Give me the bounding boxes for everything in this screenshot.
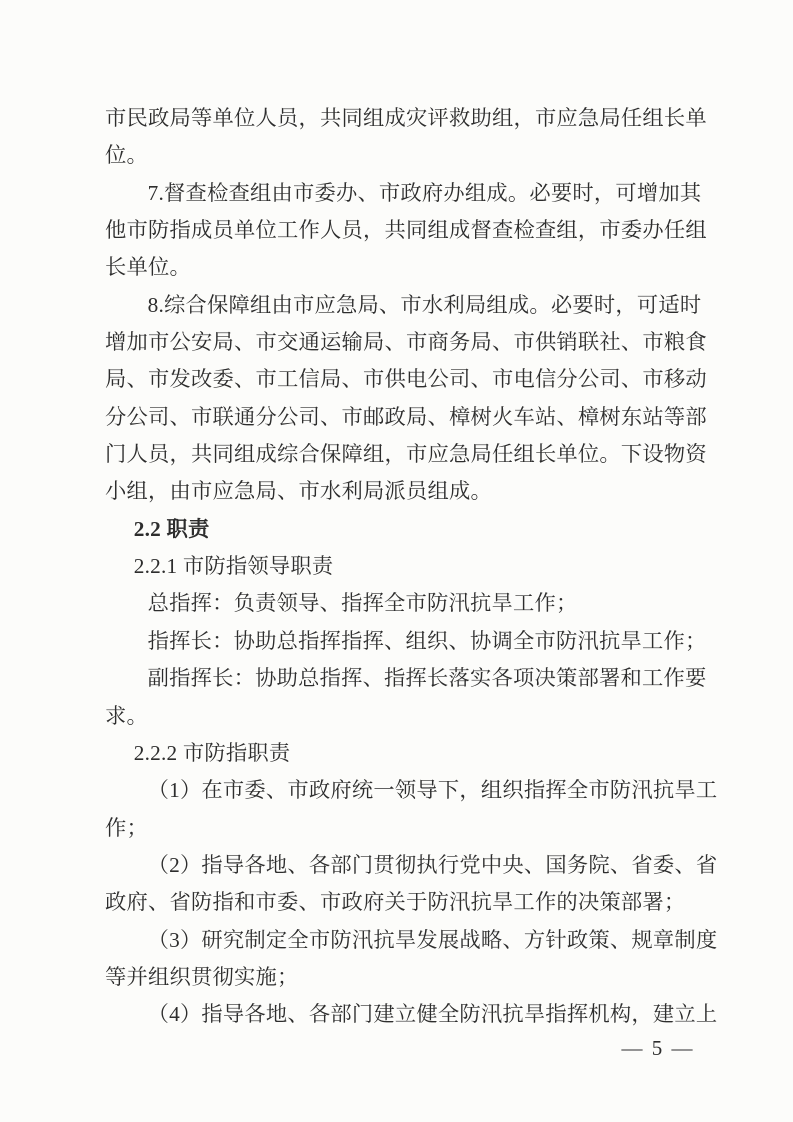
text-line: 门人员，共同组成综合保障组，市应急局任组长单位。下设物资 (105, 442, 707, 467)
text-line: 8.综合保障组由市应急局、市水利局组成。必要时，可适时 (147, 292, 702, 317)
text-line: 他市防指成员单位工作人员，共同组成督查检查组，市委办任组 (105, 218, 707, 243)
page-number: — 5 — (621, 1036, 695, 1060)
text-line: 市民政局等单位人员，共同组成灾评救助组，市应急局任组长单 (105, 106, 707, 130)
text-line: 位。 (105, 143, 148, 168)
text-line: 小组，由市应急局、市水利局派员组成。 (105, 479, 492, 504)
text-line: （3）研究制定全市防汛抗旱发展战略、方针政策、规章制度 (147, 927, 718, 952)
heading-2-2-1: 2.2.1 市防指领导职责 (133, 554, 334, 579)
text-line: 等并组织贯彻实施； (105, 964, 299, 989)
text-line: （2）指导各地、各部门贯彻执行党中央、国务院、省委、省 (147, 852, 718, 877)
text-line: 政府、省防指和市委、市政府关于防汛抗旱工作的决策部署； (105, 890, 686, 915)
text-line: 长单位。 (105, 255, 191, 280)
text-line: 指挥长：协助总指挥指挥、组织、协调全市防汛抗旱工作； (147, 628, 707, 653)
text-line: 副指挥长：协助总指挥、指挥长落实各项决策部署和工作要 (147, 666, 707, 691)
text-line: 求。 (105, 703, 148, 728)
text-line: 总指挥：负责领导、指挥全市防汛抗旱工作； (147, 591, 578, 616)
document-text (105, 100, 723, 1034)
text-line: 增加市公安局、市交通运输局、市商务局、市供销联社、市粮食 (105, 330, 707, 355)
text-line: 局、市发改委、市工信局、市供电公司、市电信分公司、市移动 (105, 367, 707, 392)
text-line: 分公司、市联通分公司、市邮政局、樟树火车站、樟树东站等部 (105, 404, 707, 429)
text-line: 7.督查检查组由市委办、市政府办组成。必要时，可增加其 (147, 180, 702, 205)
heading-2-2-2: 2.2.2 市防指职责 (133, 740, 291, 765)
heading-2-2: 2.2 职责 (133, 516, 210, 541)
text-line: 作； (105, 815, 148, 840)
text-line: （4）指导各地、各部门建立健全防汛抗旱指挥机构，建立上 (147, 1002, 718, 1027)
text-line: （1）在市委、市政府统一领导下，组织指挥全市防汛抗旱工 (147, 778, 718, 803)
